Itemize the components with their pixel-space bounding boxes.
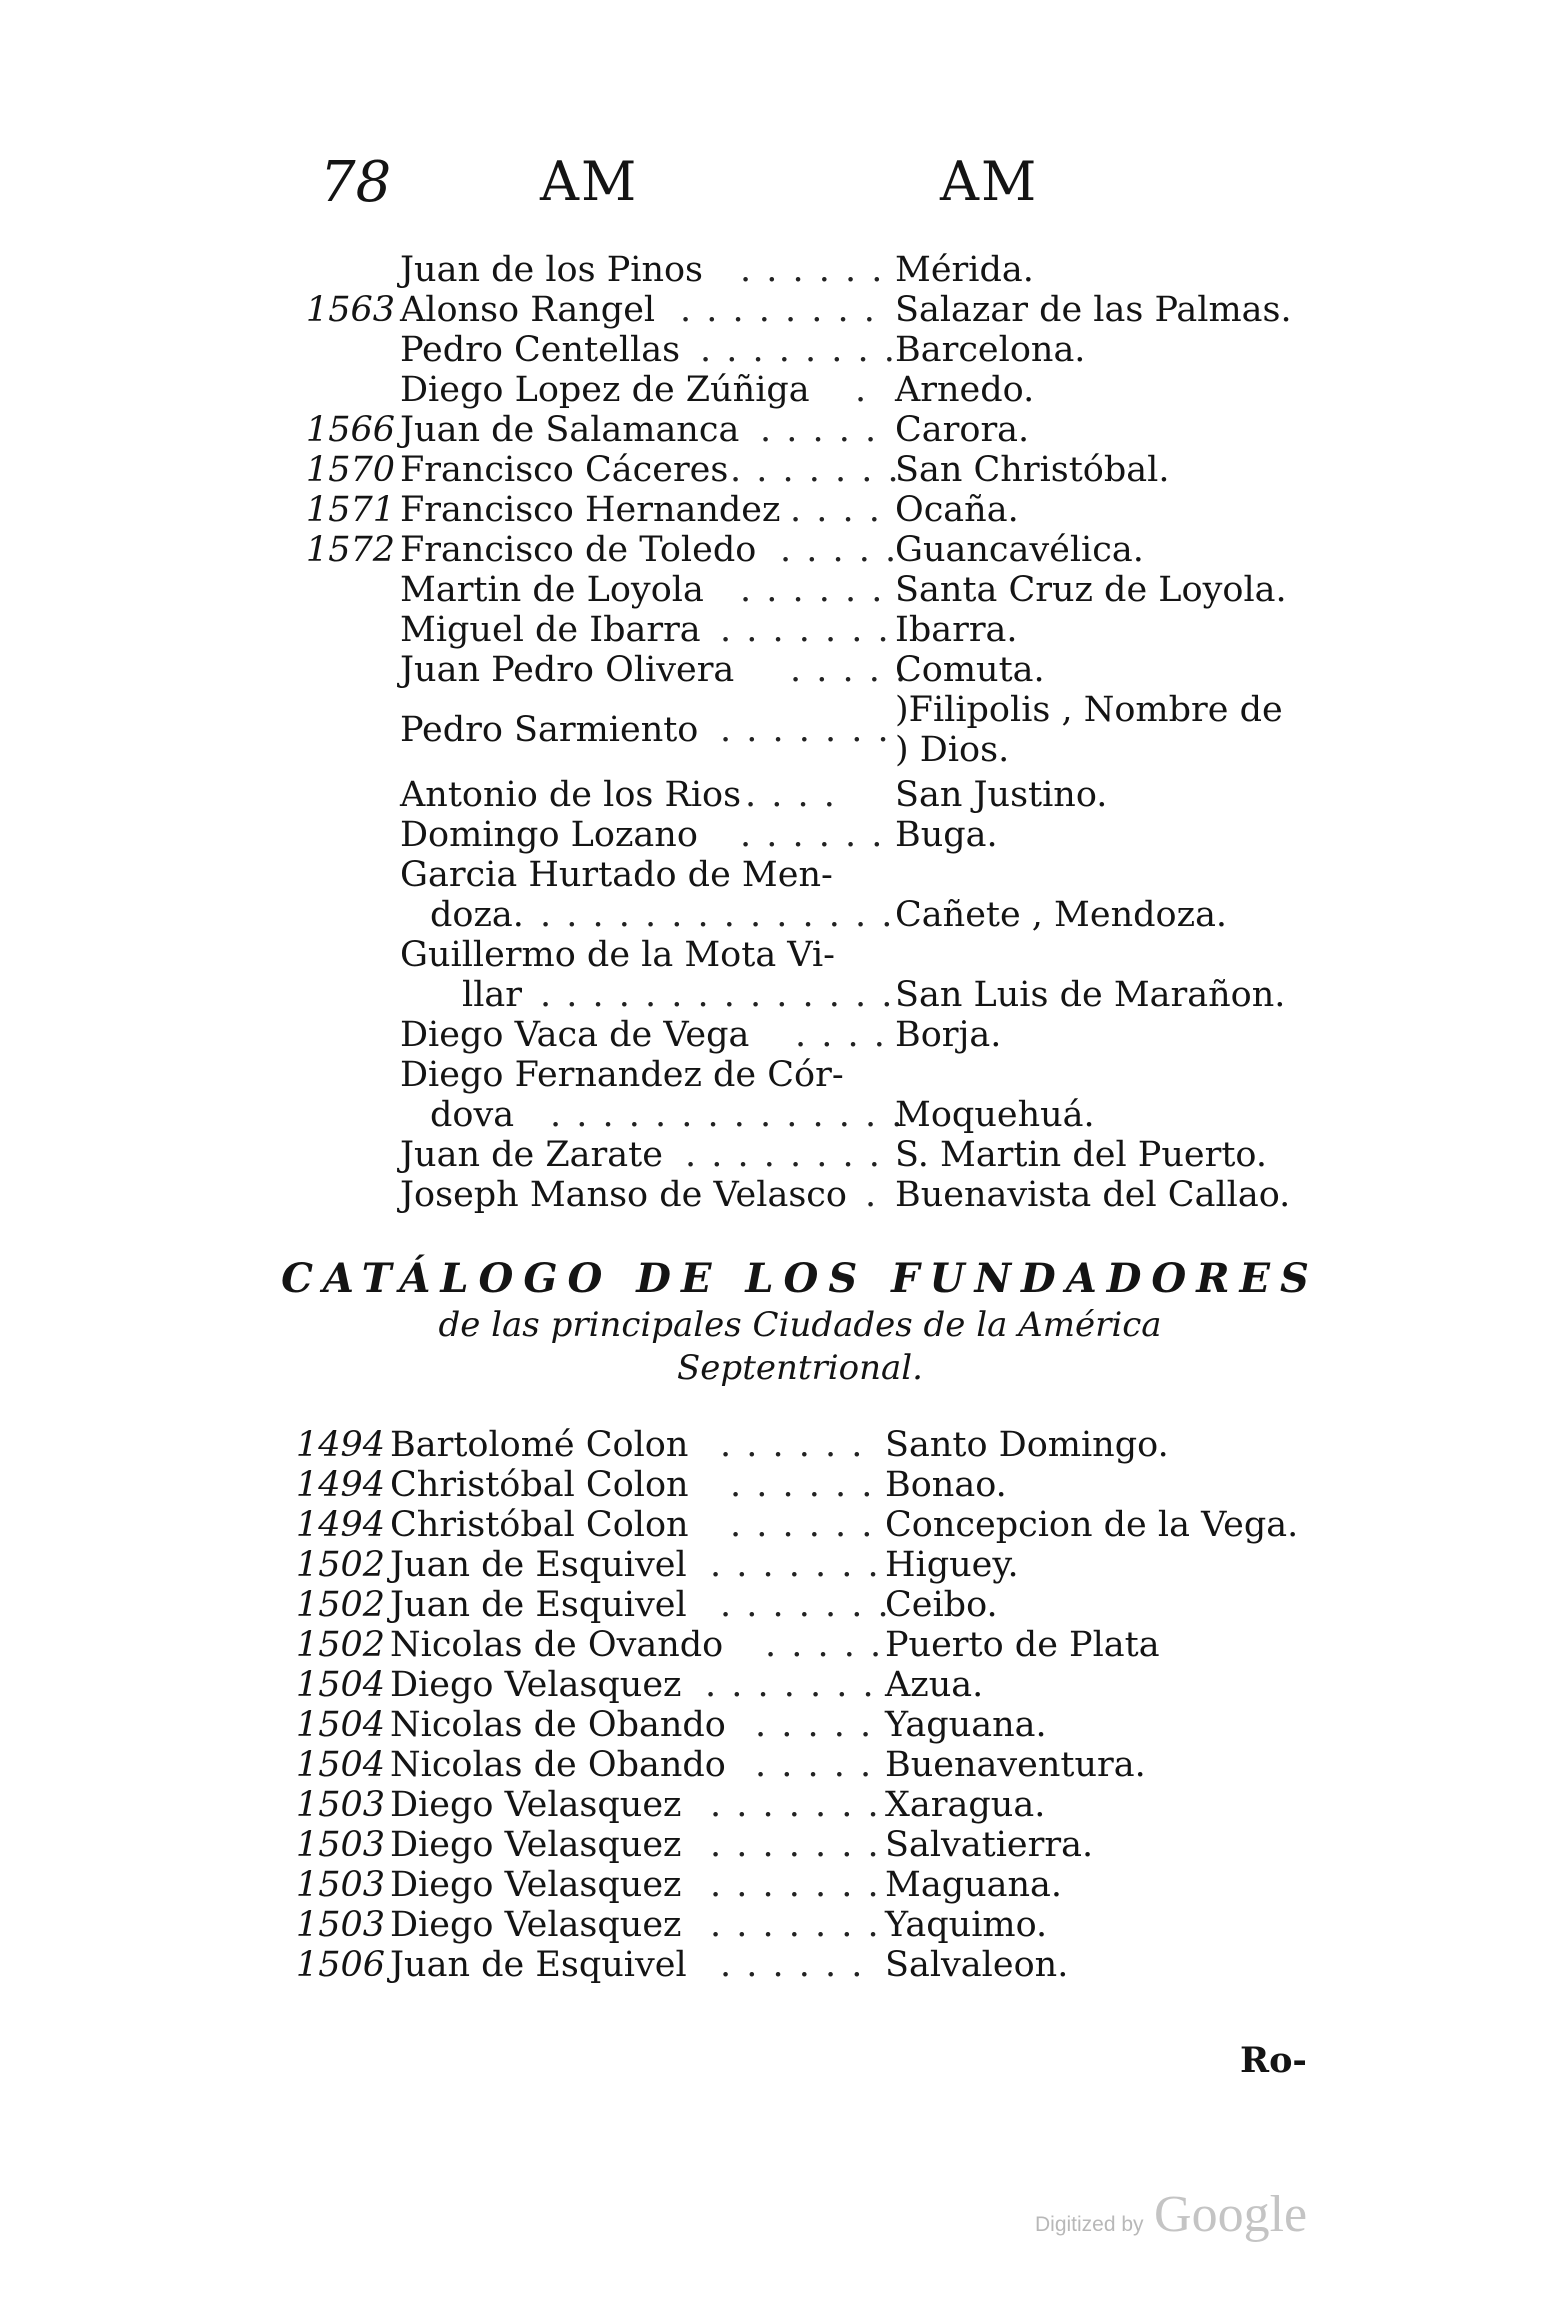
entry-founder: Domingo Lozano	[400, 815, 698, 855]
leader-dots: . . . . . .	[720, 1425, 865, 1465]
leader-dots: . . . . . . .	[710, 1825, 881, 1865]
entry-founder: Pedro Sarmiento	[400, 710, 699, 750]
running-header	[310, 150, 1330, 230]
entry-year: 1504	[295, 1745, 385, 1785]
entry-year: 1502	[295, 1625, 385, 1665]
entry-year: 1566	[305, 410, 395, 450]
entry-city: S. Martin del Puerto.	[895, 1135, 1267, 1175]
entry-city: )Filipolis , Nombre de	[895, 690, 1283, 730]
entry-founder: Christóbal Colon	[390, 1465, 689, 1505]
entry-year: 1504	[295, 1665, 385, 1705]
entry-city: Salvaleon.	[885, 1945, 1069, 1985]
entry-year: 1494	[295, 1465, 385, 1505]
leader-dots: .	[865, 1175, 879, 1215]
entry-city: Ceibo.	[885, 1585, 998, 1625]
entry-founder: Juan de Zarate	[400, 1135, 663, 1175]
entry-founder: Guillermo de la Mota Vi-	[400, 935, 835, 975]
entry-founder: Juan de Esquivel	[390, 1945, 687, 1985]
leader-dots: . . . . . .	[740, 250, 885, 290]
leader-dots: . . . . .	[790, 650, 909, 690]
leader-dots: . . . . . . . .	[685, 1135, 882, 1175]
entry-founder: Miguel de Ibarra	[400, 610, 701, 650]
entry-city: Concepcion de la Vega.	[885, 1505, 1299, 1545]
entry-year: 1504	[295, 1705, 385, 1745]
leader-dots: . . . . . . .	[730, 450, 901, 490]
leader-dots: . . . . . . . . . . . . . .	[540, 895, 895, 935]
leader-dots: . . . . . . . .	[700, 330, 897, 370]
entry-founder: Nicolas de Obando	[390, 1745, 726, 1785]
entry-founder: Juan de Esquivel	[390, 1585, 687, 1625]
entry-founder: Diego Fernandez de Cór-	[400, 1055, 844, 1095]
catalog-title: CATÁLOGO DE LOS FUNDADORES	[281, 1255, 1319, 1302]
entry-city-continued: ) Dios.	[895, 730, 1010, 770]
leader-dots: . . . . . . . . . . . . . .	[540, 975, 895, 1015]
leader-dots: . . . .	[795, 1015, 887, 1055]
entry-founder: Diego Velasquez	[390, 1865, 682, 1905]
entry-founder: Francisco Cáceres	[400, 450, 729, 490]
entry-founder: Diego Velasquez	[390, 1665, 682, 1705]
entry-founder: Juan de Salamanca	[400, 410, 740, 450]
leader-dots: . . . . .	[755, 1705, 874, 1745]
entry-founder: Christóbal Colon	[390, 1505, 689, 1545]
entry-city: Ibarra.	[895, 610, 1018, 650]
entry-founder: Martin de Loyola	[400, 570, 704, 610]
entry-founder: Diego Velasquez	[390, 1905, 682, 1945]
leader-dots: . . . .	[790, 490, 882, 530]
watermark-prefix: Digitized by	[1035, 2213, 1144, 2236]
entry-year: 1506	[295, 1945, 385, 1985]
running-head-left: AM	[540, 150, 639, 213]
leader-dots: . . . . . . .	[710, 1865, 881, 1905]
leader-dots: .	[855, 370, 869, 410]
leader-dots: . . . . . . .	[710, 1545, 881, 1585]
entry-city: Borja.	[895, 1015, 1002, 1055]
entry-city: Santa Cruz de Loyola.	[895, 570, 1287, 610]
digitized-watermark	[1035, 2185, 1307, 2244]
leader-dots: . . . . . . .	[720, 610, 891, 650]
entry-founder: Nicolas de Ovando	[390, 1625, 724, 1665]
entry-founder: Antonio de los Rios	[400, 775, 742, 815]
entry-city: Azua.	[885, 1665, 984, 1705]
entry-founder: Francisco de Toledo	[400, 530, 757, 570]
entry-city: Buenavista del Callao.	[895, 1175, 1291, 1215]
leader-dots: . . . . . .	[720, 1945, 865, 1985]
leader-dots: . . . . .	[760, 410, 879, 450]
entry-founder: Diego Lopez de Zúñiga	[400, 370, 810, 410]
entry-city: Xaragua.	[885, 1785, 1046, 1825]
leader-dots: . . . . . .	[730, 1505, 875, 1545]
leader-dots: . . . . . .	[730, 1465, 875, 1505]
entry-city: Bonao.	[885, 1465, 1007, 1505]
entry-founder: Juan de los Pinos	[400, 250, 704, 290]
entry-founder: Nicolas de Obando	[390, 1705, 726, 1745]
entry-founder: Bartolomé Colon	[390, 1425, 689, 1465]
entry-founder: Francisco Hernandez	[400, 490, 781, 530]
entry-year: 1571	[305, 490, 395, 530]
entry-city: Arnedo.	[895, 370, 1035, 410]
entry-founder-continued: dova	[430, 1095, 515, 1135]
leader-dots: . . . . .	[755, 1745, 874, 1785]
entry-city: Buga.	[895, 815, 998, 855]
entry-city: Higuey.	[885, 1545, 1019, 1585]
leader-dots: . . . . .	[765, 1625, 884, 1665]
running-head-right: AM	[940, 150, 1039, 213]
entry-city: San Christóbal.	[895, 450, 1170, 490]
catalog-subtitle: de las principales Ciudades de la América	[438, 1305, 1162, 1345]
entry-city: Moquehuá.	[895, 1095, 1095, 1135]
entry-city: Comuta.	[895, 650, 1045, 690]
leader-dots: . . . . . . .	[720, 1585, 891, 1625]
leader-dots: . . . . . . .	[705, 1665, 876, 1705]
entry-founder: Garcia Hurtado de Men-	[400, 855, 833, 895]
catalog-subtitle-continued: Septentrional.	[677, 1348, 923, 1388]
entry-city: Maguana.	[885, 1865, 1063, 1905]
entry-year: 1494	[295, 1425, 385, 1465]
entry-year: 1503	[295, 1905, 385, 1945]
entry-founder: Diego Vaca de Vega	[400, 1015, 750, 1055]
entry-year: 1503	[295, 1865, 385, 1905]
leader-dots: . . . . . .	[740, 570, 885, 610]
entry-year: 1502	[295, 1545, 385, 1585]
leader-dots: . . . . .	[780, 530, 899, 570]
entry-city: Yaquimo.	[885, 1905, 1048, 1945]
google-logo: Google	[1154, 2186, 1308, 2243]
entry-city: Barcelona.	[895, 330, 1086, 370]
entry-city: Puerto de Plata	[885, 1625, 1160, 1665]
entry-city: Carora.	[895, 410, 1030, 450]
entry-year: 1572	[305, 530, 395, 570]
entry-founder-continued: doza.	[430, 895, 524, 935]
entry-year: 1503	[295, 1785, 385, 1825]
leader-dots: . . . . . . . . . . . . . .	[550, 1095, 905, 1135]
entry-founder: Juan de Esquivel	[390, 1545, 687, 1585]
entry-city: Mérida.	[895, 250, 1034, 290]
entry-year: 1494	[295, 1505, 385, 1545]
entry-founder: Diego Velasquez	[390, 1785, 682, 1825]
entry-city: Santo Domingo.	[885, 1425, 1169, 1465]
entry-city: Salazar de las Palmas.	[895, 290, 1292, 330]
entry-founder: Juan Pedro Olivera	[400, 650, 735, 690]
entry-city: Yaguana.	[885, 1705, 1047, 1745]
leader-dots: . . . .	[745, 775, 837, 815]
entry-city: San Luis de Marañon.	[895, 975, 1286, 1015]
leader-dots: . . . . . . .	[720, 710, 891, 750]
catchword: Ro-	[1240, 2040, 1307, 2081]
leader-dots: . . . . . . .	[710, 1905, 881, 1945]
entry-year: 1570	[305, 450, 395, 490]
entry-city: Cañete , Mendoza.	[895, 895, 1228, 935]
leader-dots: . . . . . . . .	[680, 290, 877, 330]
entry-city: Ocaña.	[895, 490, 1019, 530]
entry-year: 1563	[305, 290, 395, 330]
entry-city: San Justino.	[895, 775, 1108, 815]
entry-city: Buenaventura.	[885, 1745, 1146, 1785]
entry-city: Salvatierra.	[885, 1825, 1094, 1865]
entry-founder-continued: llar	[462, 975, 522, 1015]
entry-year: 1503	[295, 1825, 385, 1865]
leader-dots: . . . . . .	[740, 815, 885, 855]
entry-founder: Alonso Rangel	[400, 290, 656, 330]
leader-dots: . . . . . . .	[710, 1785, 881, 1825]
entry-founder: Diego Velasquez	[390, 1825, 682, 1865]
entry-year: 1502	[295, 1585, 385, 1625]
entry-founder: Joseph Manso de Velasco	[400, 1175, 847, 1215]
page-number: 78	[320, 150, 392, 215]
entry-city: Guancavélica.	[895, 530, 1144, 570]
entry-founder: Pedro Centellas	[400, 330, 681, 370]
